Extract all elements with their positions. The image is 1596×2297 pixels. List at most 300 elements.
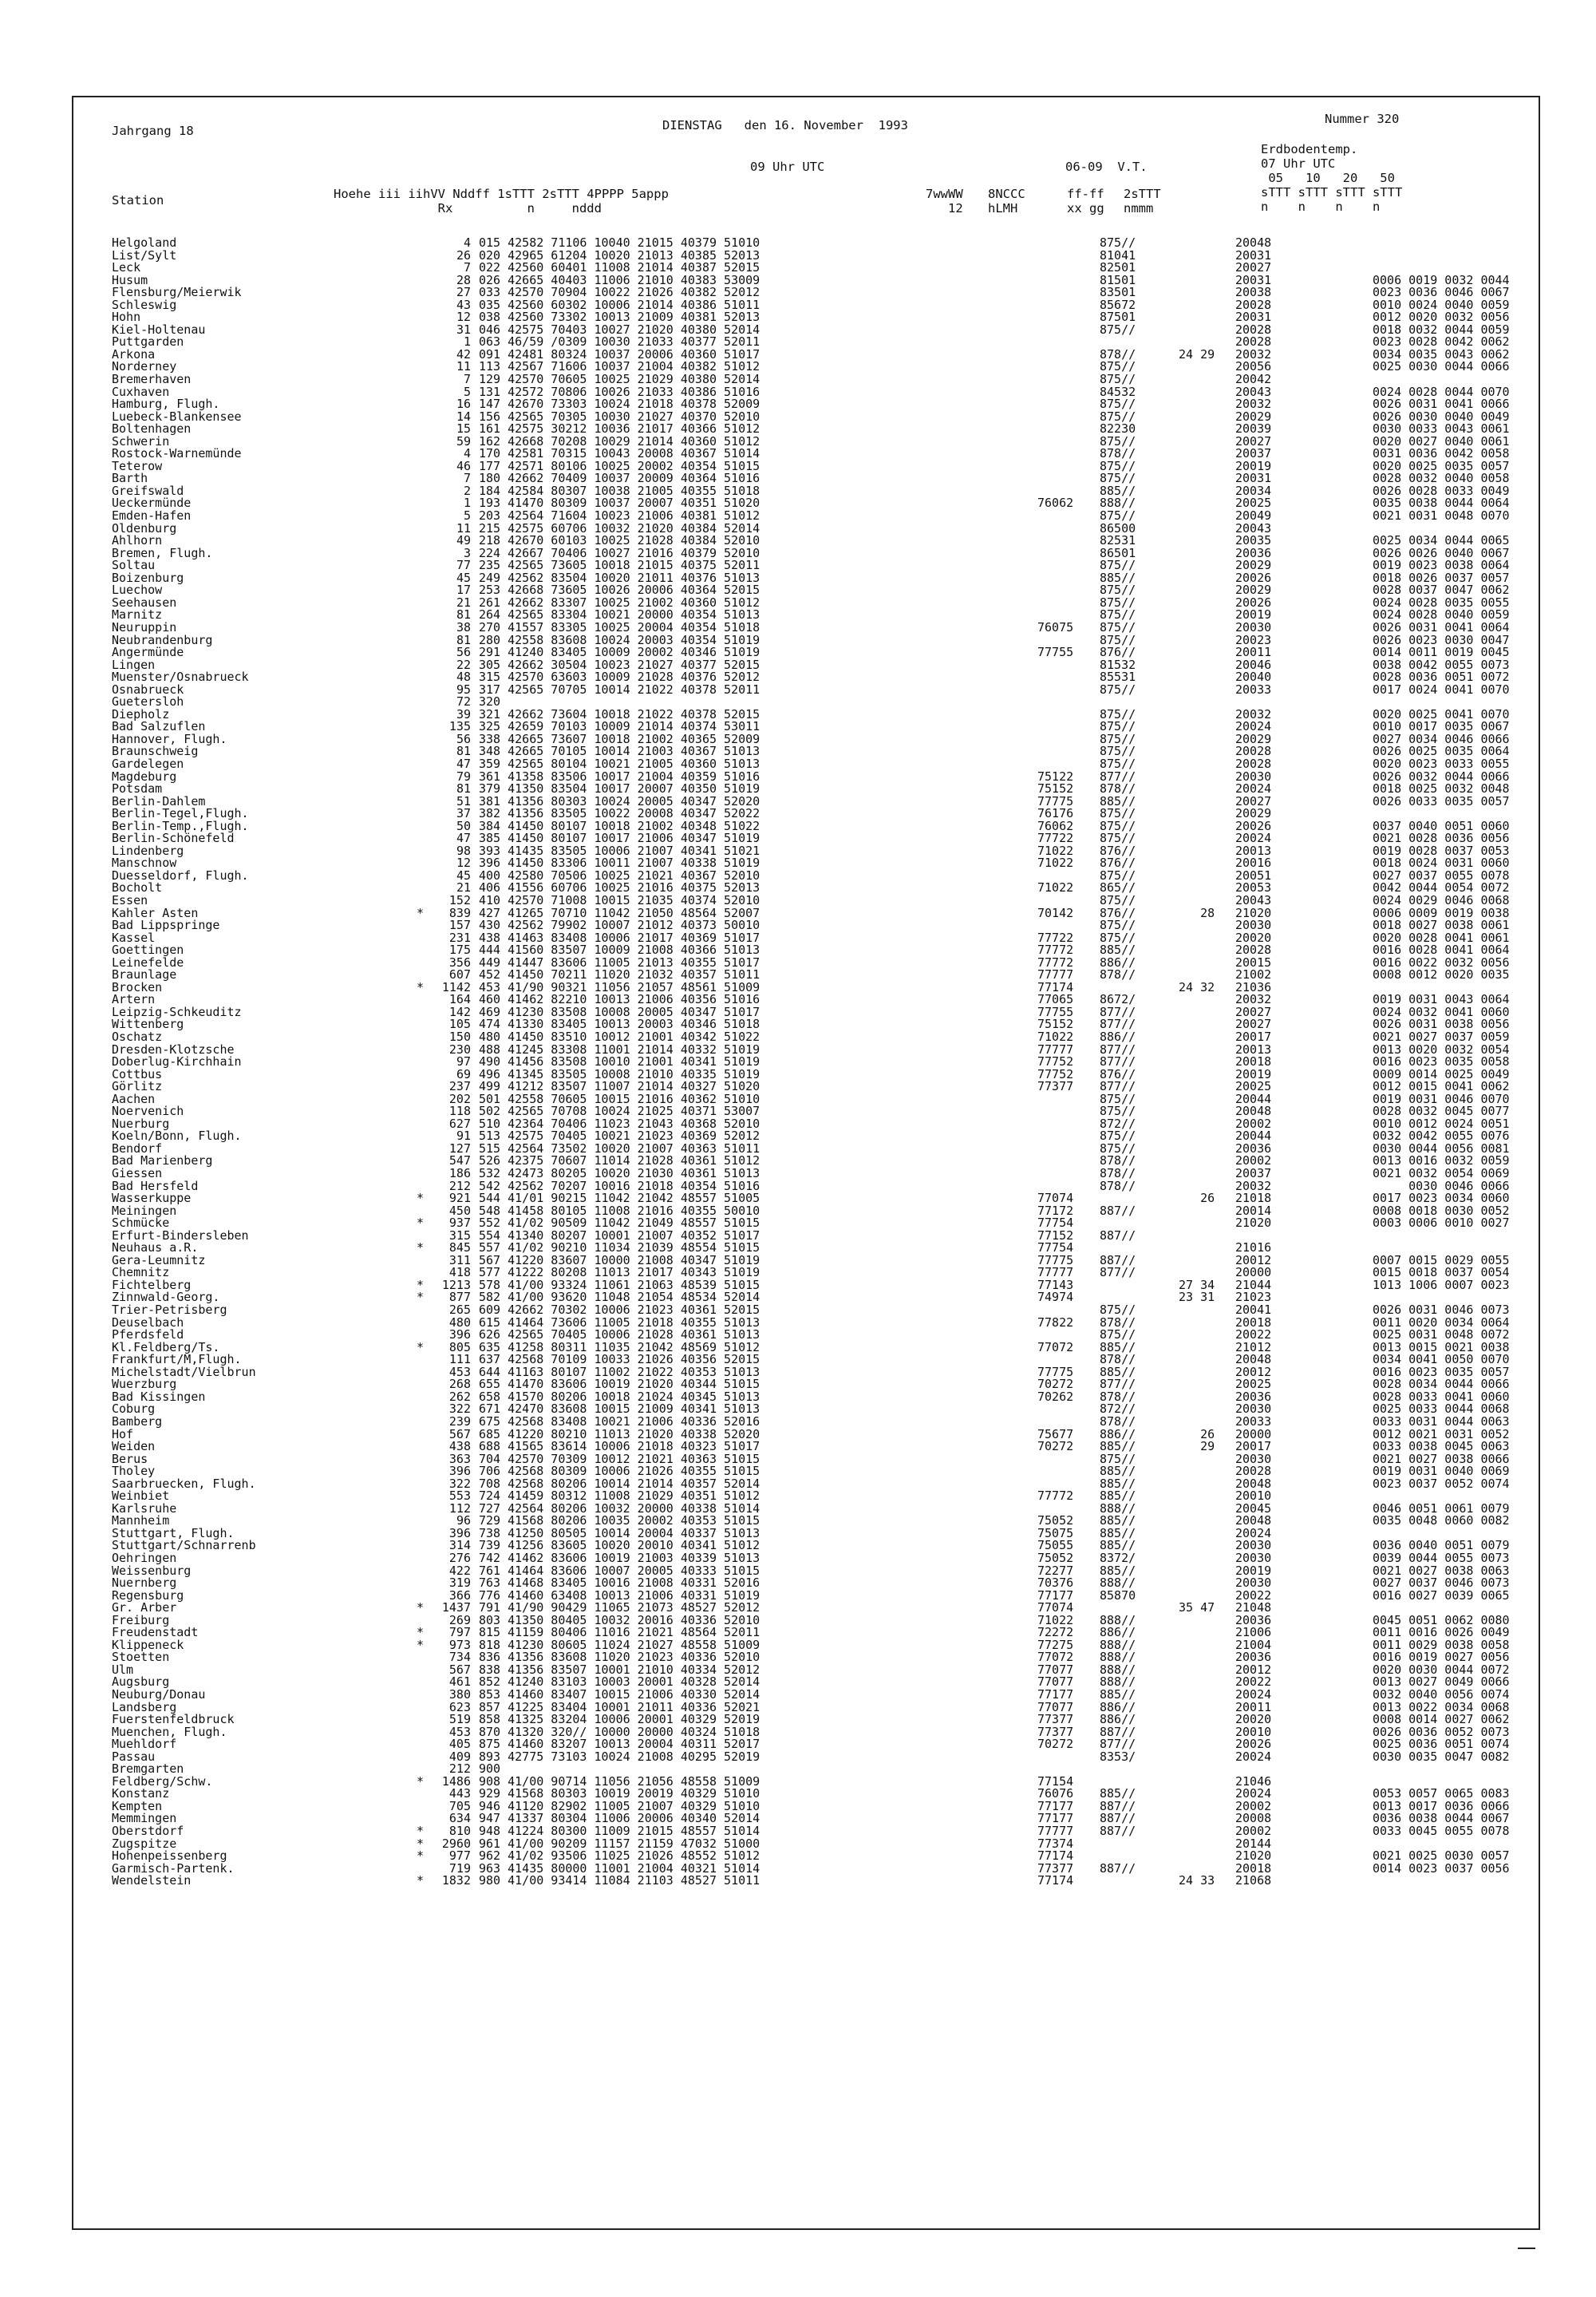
weather-group: 77377 bbox=[1037, 1860, 1074, 1876]
min-temp-group: 20024 bbox=[1235, 1525, 1272, 1540]
station-height: 265 bbox=[448, 1303, 471, 1318]
min-temp-group: 20018 bbox=[1235, 1315, 1272, 1330]
synop-groups: 063 46/59 /0309 10030 21033 40377 52011 bbox=[479, 334, 760, 350]
weather-group: 77754 bbox=[1037, 1216, 1074, 1231]
station-height: 461 bbox=[448, 1674, 471, 1690]
weather-group: 77722 bbox=[1037, 930, 1074, 945]
station-name: Leck bbox=[112, 260, 141, 275]
min-temp-group: 20016 bbox=[1235, 856, 1272, 871]
synop-groups: 908 41/00 90714 11056 21056 48558 51009 bbox=[479, 1773, 760, 1789]
soil-temps: 0024 0028 0040 0059 bbox=[1373, 607, 1510, 623]
station-height: 7 bbox=[463, 471, 471, 486]
min-temp-group: 20026 bbox=[1235, 570, 1272, 585]
station-height: 150 bbox=[448, 1030, 471, 1044]
station-height: 112 bbox=[448, 1500, 471, 1516]
soil-temps: 0034 0035 0043 0062 bbox=[1373, 346, 1510, 362]
min-temp-group: 20019 bbox=[1235, 607, 1272, 623]
synop-groups: 853 41460 83407 10015 21006 40330 52014 bbox=[479, 1686, 760, 1702]
station-height: 1437 bbox=[441, 1600, 471, 1615]
station-name: Frankfurt/M,Flugh. bbox=[112, 1352, 242, 1367]
station-name: Ulm bbox=[112, 1662, 134, 1677]
min-temp-group: 20027 bbox=[1235, 1017, 1272, 1032]
synop-groups: 382 41356 83505 10022 20008 40347 52022 bbox=[479, 806, 760, 821]
station-height: 11 bbox=[456, 520, 471, 536]
soil-temps: 0026 0023 0030 0047 bbox=[1373, 632, 1510, 647]
synop-groups: 554 41340 80207 10001 21007 40352 51017 bbox=[479, 1228, 760, 1243]
soil-temps: 0016 0028 0041 0064 bbox=[1373, 943, 1510, 958]
soil-temps: 0012 0020 0032 0056 bbox=[1373, 310, 1510, 325]
synop-groups: 542 42562 70207 10016 21018 40354 51016 bbox=[479, 1178, 760, 1193]
station-height: 418 bbox=[448, 1265, 471, 1280]
soil-temps: 0033 0038 0045 0063 bbox=[1373, 1439, 1510, 1454]
min-temp-group: 21020 bbox=[1235, 1848, 1272, 1864]
weather-group: 77754 bbox=[1037, 1240, 1074, 1255]
cloud-group: 83501 bbox=[1100, 285, 1136, 300]
report-date: DIENSTAG den 16. November 1993 bbox=[662, 118, 908, 132]
soil-temps: 0003 0006 0010 0027 bbox=[1373, 1216, 1510, 1231]
cloud-group: 875// bbox=[1100, 930, 1136, 945]
soil-temps: 0028 0032 0040 0058 bbox=[1373, 471, 1510, 486]
synop-groups: 496 41345 83505 10008 21010 40335 51019 bbox=[479, 1066, 760, 1081]
soil-temps: 1013 1006 0007 0023 bbox=[1373, 1277, 1510, 1292]
station-name: Bremgarten bbox=[112, 1761, 184, 1777]
min-temp-group: 20026 bbox=[1235, 1737, 1272, 1752]
soil-temps: 0012 0015 0041 0062 bbox=[1373, 1079, 1510, 1094]
station-height: 212 bbox=[448, 1178, 471, 1193]
cloud-group: 888// bbox=[1100, 1662, 1136, 1677]
station-height: 705 bbox=[448, 1798, 471, 1813]
mountain-marker: * bbox=[417, 1290, 425, 1305]
synop-groups: 469 41230 83508 10008 20005 40347 51017 bbox=[479, 1004, 760, 1019]
min-temp-group: 20037 bbox=[1235, 1166, 1272, 1181]
cloud-group: 86500 bbox=[1100, 520, 1136, 536]
cloud-group: 886// bbox=[1100, 1699, 1136, 1714]
soil-temps: 0018 0027 0038 0061 bbox=[1373, 918, 1510, 933]
min-temp-group: 20027 bbox=[1235, 260, 1272, 275]
synop-groups: 552 41/02 90509 11042 21049 48557 51015 bbox=[479, 1216, 760, 1231]
min-temp-group: 20024 bbox=[1235, 1749, 1272, 1764]
weather-group: 77074 bbox=[1037, 1600, 1074, 1615]
station-name: Neuburg/Donau bbox=[112, 1686, 206, 1702]
synop-groups: 379 41350 83504 10017 20007 40350 51019 bbox=[479, 781, 760, 797]
min-temp-group: 20025 bbox=[1235, 1079, 1272, 1094]
station-height: 396 bbox=[448, 1327, 471, 1342]
station-name: Kiel-Holtenau bbox=[112, 322, 206, 337]
soil-temps: 0026 0030 0040 0049 bbox=[1373, 409, 1510, 424]
soil-temps: 0008 0018 0030 0052 bbox=[1373, 1203, 1510, 1218]
station-height: 7 bbox=[463, 260, 471, 275]
station-name: Boltenhagen bbox=[112, 421, 192, 437]
synop-groups: 452 41450 70211 11020 21032 40357 51011 bbox=[479, 967, 760, 982]
soil-temps: 0017 0023 0034 0060 bbox=[1373, 1191, 1510, 1206]
synop-groups: 852 41240 83103 10003 20001 40328 52014 bbox=[479, 1674, 760, 1690]
soil-temps: 0010 0017 0035 0067 bbox=[1373, 719, 1510, 734]
station-height: 2960 bbox=[441, 1836, 471, 1851]
station-name: Regensburg bbox=[112, 1587, 184, 1603]
min-temp-group: 20022 bbox=[1235, 1327, 1272, 1342]
min-temp-group: 20031 bbox=[1235, 247, 1272, 263]
weather-group: 77152 bbox=[1037, 1228, 1074, 1243]
cloud-group: 875// bbox=[1100, 744, 1136, 759]
min-temp-group: 20028 bbox=[1235, 334, 1272, 350]
station-height: 1832 bbox=[441, 1873, 471, 1888]
station-name: List/Sylt bbox=[112, 247, 177, 263]
cloud-group: 886// bbox=[1100, 1030, 1136, 1044]
station-name: Garmisch-Partenk. bbox=[112, 1860, 235, 1876]
mountain-marker: * bbox=[417, 905, 425, 920]
station-name: Luebeck-Blankensee bbox=[112, 409, 242, 424]
weather-group: 75052 bbox=[1037, 1513, 1074, 1528]
station-height: 15 bbox=[456, 421, 471, 437]
synop-groups: 729 41568 80206 10035 20002 40353 51015 bbox=[479, 1513, 760, 1528]
cloud-group: 875// bbox=[1100, 235, 1136, 250]
weather-group: 77177 bbox=[1037, 1798, 1074, 1813]
min-temp-group: 20025 bbox=[1235, 496, 1272, 511]
weather-group: 77174 bbox=[1037, 979, 1074, 994]
synop-groups: 359 42565 80104 10021 21005 40360 51013 bbox=[479, 756, 760, 771]
weather-group: 74974 bbox=[1037, 1290, 1074, 1305]
min-temp-group: 20029 bbox=[1235, 806, 1272, 821]
weather-group: 77775 bbox=[1037, 1252, 1074, 1267]
station-name: Bocholt bbox=[112, 880, 163, 895]
synop-groups: 947 41337 80304 11006 20006 40340 52014 bbox=[479, 1811, 760, 1826]
min-temp-group: 20020 bbox=[1235, 1712, 1272, 1727]
synop-groups: 317 42565 70705 10014 21022 40378 52011 bbox=[479, 682, 760, 697]
station-height: 38 bbox=[456, 619, 471, 635]
synop-groups: 315 42570 63603 10009 21028 40376 52012 bbox=[479, 670, 760, 685]
main-column-codes: Hoehe iii iihVV Nddff 1sTTT 2sTTT 4PPPP 5appp bbox=[334, 187, 669, 201]
station-name: Berlin-Tegel,Flugh. bbox=[112, 806, 249, 821]
cloud-group: 875// bbox=[1100, 322, 1136, 337]
mountain-marker: * bbox=[417, 1339, 425, 1354]
weather-group: 77775 bbox=[1037, 793, 1074, 808]
min-temp-group: 20028 bbox=[1235, 297, 1272, 312]
synop-groups: 264 42565 83304 10021 20000 40354 51013 bbox=[479, 607, 760, 623]
synop-groups: 253 42668 73605 10026 20006 40364 52015 bbox=[479, 583, 760, 598]
cloud-group: 888// bbox=[1100, 1612, 1136, 1627]
synop-groups: 131 42572 70806 10026 21033 40386 51016 bbox=[479, 384, 760, 399]
cloud-group: 885// bbox=[1100, 1525, 1136, 1540]
min-temp-group: 20013 bbox=[1235, 1042, 1272, 1057]
weather-group: 77752 bbox=[1037, 1054, 1074, 1069]
min-temp-group: 20018 bbox=[1235, 1054, 1272, 1069]
cloud-group: 876// bbox=[1100, 843, 1136, 858]
cloud-group: 875// bbox=[1100, 806, 1136, 821]
station-height: 405 bbox=[448, 1737, 471, 1752]
soil-temps: 0018 0025 0032 0048 bbox=[1373, 781, 1510, 797]
weather-group: 76176 bbox=[1037, 806, 1074, 821]
synop-groups: 738 41250 80505 10014 20004 40337 51013 bbox=[479, 1525, 760, 1540]
station-height: 977 bbox=[448, 1848, 471, 1864]
soil-temps: 0016 0022 0032 0056 bbox=[1373, 955, 1510, 970]
station-height: 12 bbox=[456, 310, 471, 325]
cloud-group: 876// bbox=[1100, 645, 1136, 660]
station-name: Angermünde bbox=[112, 645, 184, 660]
soil-temps: 0039 0044 0055 0073 bbox=[1373, 1550, 1510, 1565]
station-height: 311 bbox=[448, 1252, 471, 1267]
station-height: 56 bbox=[456, 731, 471, 746]
weather-group: 71022 bbox=[1037, 1030, 1074, 1044]
synop-groups: 708 42568 80206 10014 21014 40357 52014 bbox=[479, 1476, 760, 1491]
synop-groups: 671 42470 83608 10015 21009 40341 51013 bbox=[479, 1402, 760, 1417]
station-name: Meiningen bbox=[112, 1203, 177, 1218]
synop-groups: 803 41350 80405 10032 20016 40336 52010 bbox=[479, 1612, 760, 1627]
min-temp-group: 20014 bbox=[1235, 1203, 1272, 1218]
station-name: Lindenberg bbox=[112, 843, 184, 858]
cloud-group: 875// bbox=[1100, 918, 1136, 933]
soil-temps: 0023 0036 0046 0067 bbox=[1373, 285, 1510, 300]
synop-groups: 129 42570 70605 10025 21029 40380 52014 bbox=[479, 372, 760, 387]
synop-groups: 270 41557 83305 10025 20004 40354 51018 bbox=[479, 619, 760, 635]
station-height: 175 bbox=[448, 943, 471, 958]
min-temp-group: 20017 bbox=[1235, 1030, 1272, 1044]
soil-temps: 0006 0019 0032 0044 bbox=[1373, 272, 1510, 287]
weather-group: 77722 bbox=[1037, 831, 1074, 846]
synop-groups: 776 41460 63408 10013 21006 40331 51019 bbox=[479, 1587, 760, 1603]
station-height: 46 bbox=[456, 458, 471, 473]
soil-temps: 0019 0023 0038 0064 bbox=[1373, 558, 1510, 573]
station-name: Nuernberg bbox=[112, 1575, 177, 1591]
weather-group: 77072 bbox=[1037, 1339, 1074, 1354]
cloud-group: 85531 bbox=[1100, 670, 1136, 685]
synop-groups: 963 41435 80000 11001 21004 40321 51014 bbox=[479, 1860, 760, 1876]
weather-group: 77752 bbox=[1037, 1066, 1074, 1081]
synop-groups: 557 41/02 90210 11034 21039 48554 51015 bbox=[479, 1240, 760, 1255]
cloud-group: 885// bbox=[1100, 1786, 1136, 1801]
station-height: 314 bbox=[448, 1538, 471, 1553]
cloud-group: 887// bbox=[1100, 1203, 1136, 1218]
weather-group: 72272 bbox=[1037, 1625, 1074, 1640]
station-height: 81 bbox=[456, 744, 471, 759]
cloud-group: 885// bbox=[1100, 1538, 1136, 1553]
station-height: 28 bbox=[456, 272, 471, 287]
weather-group: 77377 bbox=[1037, 1724, 1074, 1739]
station-name: Neubrandenburg bbox=[112, 632, 213, 647]
synop-groups: 474 41330 83405 10013 20003 40346 51018 bbox=[479, 1017, 760, 1032]
station-name: Neuhaus a.R. bbox=[112, 1240, 199, 1255]
station-height: 111 bbox=[448, 1352, 471, 1367]
min-temp-group: 20033 bbox=[1235, 1413, 1272, 1429]
synop-groups: 046 42575 70403 10027 21020 40380 52014 bbox=[479, 322, 760, 337]
station-name: Muenchen, Flugh. bbox=[112, 1724, 227, 1739]
weather-group: 77775 bbox=[1037, 1364, 1074, 1379]
min-temp-group: 20031 bbox=[1235, 310, 1272, 325]
station-name: Berlin-Schönefeld bbox=[112, 831, 235, 846]
station-height: 69 bbox=[456, 1066, 471, 1081]
min-temp-group: 20019 bbox=[1235, 1563, 1272, 1578]
synop-groups: 929 41568 80303 10019 20019 40329 51010 bbox=[479, 1786, 760, 1801]
synop-groups: 615 41464 73606 11005 21018 40355 51013 bbox=[479, 1315, 760, 1330]
cloud-group: 878// bbox=[1100, 1178, 1136, 1193]
weather-group: 77174 bbox=[1037, 1848, 1074, 1864]
cloud-group: 878// bbox=[1100, 346, 1136, 362]
synop-groups: 427 41265 70710 11042 21050 48564 52007 bbox=[479, 905, 760, 920]
min-temp-group: 20018 bbox=[1235, 1860, 1272, 1876]
soil-temps: 0009 0014 0025 0049 bbox=[1373, 1066, 1510, 1081]
mountain-marker: * bbox=[417, 1600, 425, 1615]
weather-group: 70272 bbox=[1037, 1439, 1074, 1454]
weather-group: 75152 bbox=[1037, 1017, 1074, 1032]
cloud-group: 878// bbox=[1100, 1153, 1136, 1168]
min-temp-group: 20002 bbox=[1235, 1798, 1272, 1813]
soil-temps: 0020 0023 0033 0055 bbox=[1373, 756, 1510, 771]
mountain-marker: * bbox=[417, 1836, 425, 1851]
min-temp-group: 20029 bbox=[1235, 583, 1272, 598]
station-name: Rostock-Warnemünde bbox=[112, 446, 242, 461]
station-height: 319 bbox=[448, 1575, 471, 1591]
weather-group: 70272 bbox=[1037, 1377, 1074, 1392]
min-temp-group: 20036 bbox=[1235, 1650, 1272, 1665]
station-name: Luechow bbox=[112, 583, 163, 598]
cloud-group: 875// bbox=[1100, 1141, 1136, 1156]
weather-group: 76075 bbox=[1037, 619, 1074, 635]
station-name: Weiden bbox=[112, 1439, 156, 1454]
synop-groups: 685 41220 80210 11013 21020 40338 52020 bbox=[479, 1426, 760, 1441]
synop-groups: 548 41458 80105 11008 21016 40355 50010 bbox=[479, 1203, 760, 1218]
soil-col-codes: sTTT sTTT sTTT sTTT bbox=[1261, 185, 1403, 200]
station-name: Erfurt-Bindersleben bbox=[112, 1228, 249, 1243]
min-temp-group: 20022 bbox=[1235, 1674, 1272, 1690]
station-height: 5 bbox=[463, 508, 471, 524]
station-height: 21 bbox=[456, 595, 471, 610]
station-height: 47 bbox=[456, 756, 471, 771]
station-name: Gr. Arber bbox=[112, 1600, 177, 1615]
station-name: Flensburg/Meierwik bbox=[112, 285, 242, 300]
station-height: 212 bbox=[448, 1761, 471, 1777]
station-height: 81 bbox=[456, 632, 471, 647]
cloud-group: 87501 bbox=[1100, 310, 1136, 325]
cloud-group: 887// bbox=[1100, 1228, 1136, 1243]
min-temp-group: 20044 bbox=[1235, 1091, 1272, 1106]
station-name: Landsberg bbox=[112, 1699, 177, 1714]
volume-label: Jahrgang 18 bbox=[112, 124, 194, 138]
cloud-group: 888// bbox=[1100, 1674, 1136, 1690]
station-height: 443 bbox=[448, 1786, 471, 1801]
mountain-marker: * bbox=[417, 1240, 425, 1255]
min-temp-group: 20035 bbox=[1235, 533, 1272, 548]
station-name: Karlsruhe bbox=[112, 1500, 177, 1516]
cloud-group: 875// bbox=[1100, 1091, 1136, 1106]
station-name: Guetersloh bbox=[112, 694, 184, 710]
soil-temps: 0012 0021 0031 0052 bbox=[1373, 1426, 1510, 1441]
min-temp-group: 20034 bbox=[1235, 483, 1272, 498]
cloud-group: 875// bbox=[1100, 682, 1136, 697]
station-height: 810 bbox=[448, 1824, 471, 1838]
min-temp-group: 20010 bbox=[1235, 1724, 1272, 1739]
station-name: Braunschweig bbox=[112, 744, 199, 759]
synop-groups: 582 41/00 93620 11048 21054 48534 52014 bbox=[479, 1290, 760, 1305]
station-name: Hamburg, Flugh. bbox=[112, 397, 220, 412]
cloud-group: 86501 bbox=[1100, 545, 1136, 560]
cloud-group: 875// bbox=[1100, 607, 1136, 623]
synop-groups: 980 41/00 93414 11084 21103 48527 51011 bbox=[479, 1873, 760, 1888]
synop-groups: 338 42665 73607 10018 21002 40365 52009 bbox=[479, 731, 760, 746]
station-height: 453 bbox=[448, 1724, 471, 1739]
station-height: 45 bbox=[456, 570, 471, 585]
station-height: 164 bbox=[448, 992, 471, 1007]
min-temp-group: 20032 bbox=[1235, 706, 1272, 722]
min-temp-group: 21006 bbox=[1235, 1625, 1272, 1640]
weather-group: 77275 bbox=[1037, 1637, 1074, 1652]
soil-temps: 0019 0031 0046 0070 bbox=[1373, 1091, 1510, 1106]
station-name: Chemnitz bbox=[112, 1265, 170, 1280]
mintemp-column-code: 2sTTT bbox=[1124, 187, 1161, 201]
station-name: Konstanz bbox=[112, 1786, 170, 1801]
mountain-marker: * bbox=[417, 979, 425, 994]
min-temp-group: 20028 bbox=[1235, 756, 1272, 771]
weather-group: 75677 bbox=[1037, 1426, 1074, 1441]
min-temp-group: 20028 bbox=[1235, 744, 1272, 759]
synop-groups: 430 42562 79902 10007 21012 40373 50010 bbox=[479, 918, 760, 933]
station-height: 49 bbox=[456, 533, 471, 548]
weather-group: 76076 bbox=[1037, 1786, 1074, 1801]
station-name: Weissenburg bbox=[112, 1563, 192, 1578]
synop-groups: 393 41435 83505 10006 21007 40341 51021 bbox=[479, 843, 760, 858]
cloud-column-code: 8NCCC bbox=[988, 187, 1025, 201]
min-temp-group: 20048 bbox=[1235, 1513, 1272, 1528]
station-name: Barth bbox=[112, 471, 148, 486]
min-temp-group: 20030 bbox=[1235, 619, 1272, 635]
weather-group: 70262 bbox=[1037, 1389, 1074, 1404]
station-name: Schwerin bbox=[112, 433, 170, 449]
station-height: 1 bbox=[463, 496, 471, 511]
synop-groups: 900 bbox=[479, 1761, 501, 1777]
synop-groups: 658 41570 80206 10018 21024 40345 51013 bbox=[479, 1389, 760, 1404]
station-name: Memmingen bbox=[112, 1811, 177, 1826]
min-temp-group: 20030 bbox=[1235, 1550, 1272, 1565]
cloud-group: 85672 bbox=[1100, 297, 1136, 312]
station-name: Noervenich bbox=[112, 1104, 184, 1119]
min-temp-group: 20029 bbox=[1235, 409, 1272, 424]
min-temp-group: 20019 bbox=[1235, 458, 1272, 473]
station-name: Schleswig bbox=[112, 297, 177, 312]
station-height: 230 bbox=[448, 1042, 471, 1057]
soil-temps: 0016 0019 0027 0056 bbox=[1373, 1650, 1510, 1665]
station-name: Coburg bbox=[112, 1402, 156, 1417]
station-name: Berlin-Dahlem bbox=[112, 793, 206, 808]
min-temp-group: 20036 bbox=[1235, 545, 1272, 560]
synop-groups: 162 42668 70208 10029 21014 40360 51012 bbox=[479, 433, 760, 449]
min-temp-group: 20011 bbox=[1235, 645, 1272, 660]
station-name: Bad Kissingen bbox=[112, 1389, 206, 1404]
soil-temps: 0026 0036 0052 0073 bbox=[1373, 1724, 1510, 1739]
station-height: 480 bbox=[448, 1315, 471, 1330]
synop-groups: 739 41256 83605 10020 20010 40341 51012 bbox=[479, 1538, 760, 1553]
station-name: Kassel bbox=[112, 930, 156, 945]
weather-column-sub: 12 bbox=[926, 201, 963, 215]
min-temp-group: 21023 bbox=[1235, 1290, 1272, 1305]
synop-groups: 161 42575 30212 10036 21017 40366 51012 bbox=[479, 421, 760, 437]
weather-group: 77065 bbox=[1037, 992, 1074, 1007]
min-temp-group: 20038 bbox=[1235, 285, 1272, 300]
station-height: 51 bbox=[456, 793, 471, 808]
soil-temps: 0020 0027 0040 0061 bbox=[1373, 433, 1510, 449]
station-height: 797 bbox=[448, 1625, 471, 1640]
soil-temps: 0026 0028 0033 0049 bbox=[1373, 483, 1510, 498]
soil-temps: 0030 0033 0043 0061 bbox=[1373, 421, 1510, 437]
weather-group: 77377 bbox=[1037, 1079, 1074, 1094]
gust-group: 28 bbox=[1179, 905, 1215, 920]
station-height: 567 bbox=[448, 1662, 471, 1677]
soil-temps: 0028 0036 0051 0072 bbox=[1373, 670, 1510, 685]
min-temp-group: 20024 bbox=[1235, 831, 1272, 846]
station-column-header: Station bbox=[112, 193, 164, 208]
cloud-group: 85870 bbox=[1100, 1587, 1136, 1603]
min-temp-group: 21012 bbox=[1235, 1339, 1272, 1354]
min-temp-group: 20056 bbox=[1235, 359, 1272, 374]
station-height: 1142 bbox=[441, 979, 471, 994]
synop-groups: 381 41356 80303 10024 20005 40347 52020 bbox=[479, 793, 760, 808]
